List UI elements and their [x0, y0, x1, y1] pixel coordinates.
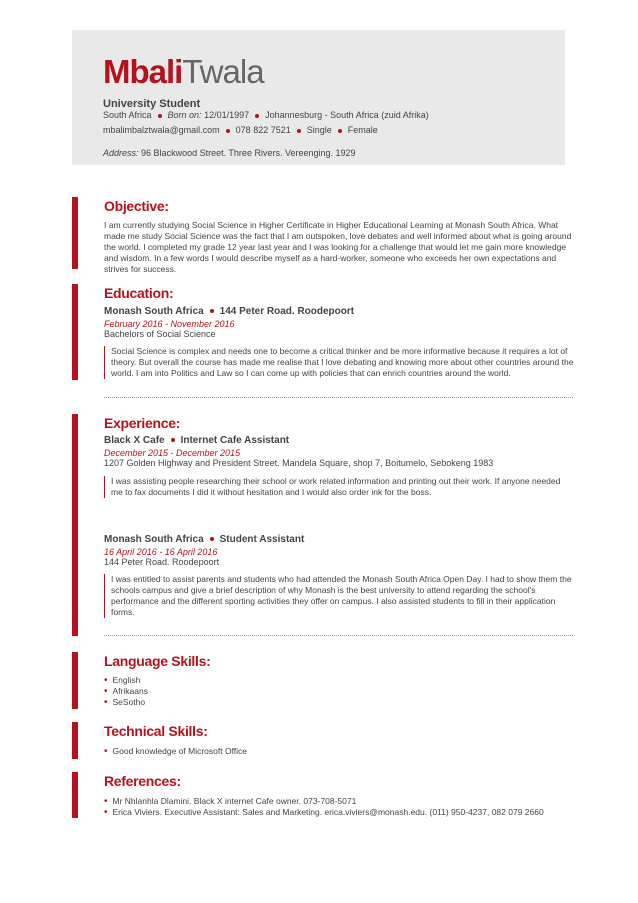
job-org: Black X Cafe: [104, 435, 165, 446]
bullet-icon: [226, 129, 230, 133]
objective-text: I am currently studying Social Science in Higher Certificate in Higher Educational Learning at Monash South Africa. What made me study Social Science was the fact that I am outspoken, love debates and well informed about what is going around the world. I completed my grade 12 year last year and I was looking for a challenge that would let me gain more knowledge and wisdom. In a few words I would describe myself as a hard-worker, someone who exceeds her own expectations and strives for success.: [104, 220, 572, 274]
bullet-icon: [158, 114, 162, 118]
job-description: I was assisting people researching their school or work related information and printing out their work. If anyone needed me to fax documents I did it without hesitation and I would also order ink for the boss.: [104, 476, 574, 498]
born-date: 12/01/1997: [204, 110, 250, 120]
job-org: Monash South Africa: [104, 534, 204, 545]
education-org: Monash South Africa: [104, 306, 204, 317]
phone: 078 822 7521: [235, 125, 291, 135]
references-list: [104, 796, 544, 818]
education-location: 144 Peter Road. Roodepoort: [219, 306, 355, 317]
job-address: 1207 Golden Highway and President Street. Mandela Square, shop 7, Boitumelo, Sebokeng 1983: [104, 458, 494, 468]
address-label: Address:: [103, 148, 139, 158]
full-name: [103, 52, 264, 92]
language-skills-list: [104, 675, 148, 708]
section-bar: [72, 652, 78, 709]
bullet-icon: [338, 129, 342, 133]
city: Johannesburg - South Africa (zuid Afrika): [265, 110, 429, 120]
references-heading: References:: [104, 773, 181, 789]
section-bar: [72, 197, 78, 269]
job-title: University Student: [103, 98, 201, 110]
last-name: Twala: [182, 53, 264, 90]
education-degree: Bachelors of Social Science: [104, 329, 216, 339]
list-item: • SeSotho: [104, 697, 148, 708]
address: 96 Blackwood Street. Three Rivers. Vereenging. 1929: [141, 148, 356, 158]
section-bar: [72, 414, 78, 636]
job-title-line: [104, 534, 304, 545]
personal-line-2: [103, 125, 378, 135]
section-divider: [104, 397, 573, 398]
language-skills-heading: Language Skills:: [104, 653, 211, 669]
section-bar: [72, 284, 78, 380]
job-dates: 16 April 2016 - 16 April 2016: [104, 547, 218, 557]
section-divider: [104, 635, 573, 636]
section-bar: [72, 722, 78, 759]
objective-heading: Objective:: [104, 198, 169, 214]
technical-skills-heading: Technical Skills:: [104, 723, 208, 739]
first-name: Mbali: [103, 53, 183, 90]
education-dates: February 2016 - November 2016: [104, 319, 235, 329]
bullet-icon: [255, 114, 259, 118]
list-item: • Good knowledge of Microsoft Office: [104, 746, 247, 757]
list-item: • Afrikaans: [104, 686, 148, 697]
address-line: [103, 148, 356, 158]
job-role: Student Assistant: [219, 534, 305, 545]
country: South Africa: [103, 110, 152, 120]
email[interactable]: mbalimbalztwala@gmail.com: [103, 125, 220, 135]
marital-status: Single: [306, 125, 332, 135]
bullet-icon: [171, 438, 175, 442]
header-panel: [72, 30, 565, 165]
gender: Female: [347, 125, 378, 135]
section-bar: [72, 772, 78, 818]
education-description: Social Science is complex and needs one to become a critical thinker and be more informative because it requires a lot of theory. But overall the course has made me realise that I love debating and knowing more about other countries around the world. I am into Politics and Law so I can come up with policies that can enrich countries around the world.: [104, 346, 574, 379]
bullet-icon: [210, 309, 214, 313]
bullet-icon: [210, 537, 214, 541]
born-label: Born on:: [167, 110, 202, 120]
job-role: Internet Cafe Assistant: [180, 435, 290, 446]
job-description: I was entitled to assist parents and students who had attended the Monash South Africa Open Day. I had to show them the schools campus and give a brief description of why Monash is the best university to attend regarding the school's performance and the different sporting activities they offer on campus. I also assisted students to fill in their application forms.: [104, 574, 574, 618]
job-title-line: [104, 435, 289, 446]
personal-line-1: [103, 110, 429, 120]
experience-heading: Experience:: [104, 415, 181, 431]
bullet-icon: [297, 129, 301, 133]
job-address: 144 Peter Road. Roodepoort: [104, 557, 220, 567]
list-item: • English: [104, 675, 148, 686]
education-org-line: [104, 306, 354, 317]
list-item: • Mr Nhlanhla Dlamini. Black X internet Cafe owner. 073-708-5071: [104, 796, 544, 807]
education-heading: Education:: [104, 285, 174, 301]
job-dates: December 2015 - December 2015: [104, 448, 241, 458]
list-item: • Erica Viviers. Executive Assistant: Sales and Marketing. erica.viviers@monash.edu. (011) 950-4237, 082 079 2660: [104, 807, 544, 818]
technical-skills-list: [104, 746, 247, 757]
